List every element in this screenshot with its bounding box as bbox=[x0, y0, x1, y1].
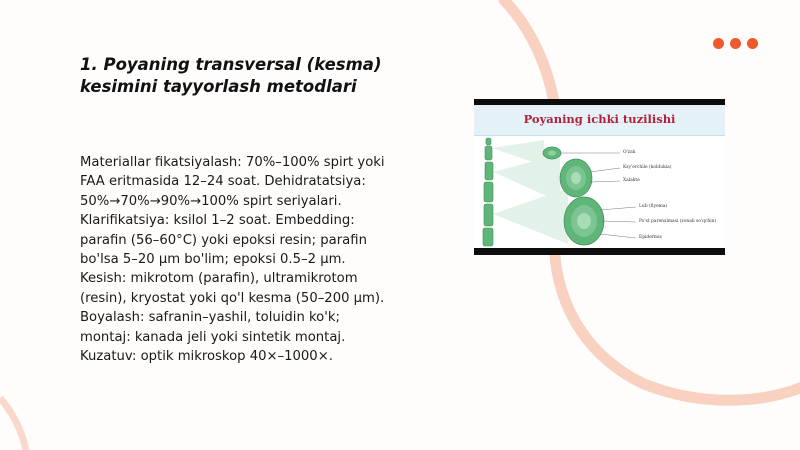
slide-title bbox=[80, 54, 410, 98]
stem-structure-figure bbox=[474, 99, 725, 255]
body-line-7: Kesish: mikrotom (parafin), ultramikrotom bbox=[80, 271, 358, 287]
dot-2 bbox=[730, 38, 741, 49]
body-line-3: 50%→70%→90%→100% spirt seriyalari. bbox=[80, 193, 342, 209]
slide-title-line-1: 1. Poyaning transversal (kesma) bbox=[80, 55, 382, 74]
figure-label-ozak: O'zak bbox=[623, 150, 636, 155]
figure-label-kollenxima: Ksy'erchile (koldukia) bbox=[623, 165, 672, 170]
figure-label-parenxima: Po'st parenximasi (zonali so'qchin) bbox=[639, 219, 717, 224]
body-line-6: bo'lsa 5–20 μm bo'lim; epoksi 0.5–2 μm. bbox=[80, 252, 346, 268]
figure-header bbox=[474, 105, 725, 136]
stem-column bbox=[483, 138, 493, 246]
figure-canvas bbox=[474, 105, 725, 248]
figure-title: Poyaning ichki tuzilishi bbox=[523, 112, 676, 126]
body-line-1: Materiallar fikatsiyalash: 70%–100% spirt yoki bbox=[80, 155, 385, 170]
cross-section-large bbox=[564, 197, 604, 245]
figure-label-xalakte: Xalakte bbox=[623, 178, 640, 183]
dot-3 bbox=[747, 38, 758, 49]
slide-title-line-2: kesimini tayyorlash metodlari bbox=[80, 77, 357, 96]
figure-label-epidermis: Epidermis bbox=[639, 235, 662, 240]
body-line-9: Boyalash: safranin–yashil, toluidin ko'k; bbox=[80, 310, 340, 326]
dot-1 bbox=[713, 38, 724, 49]
body-line-2: FAA eritmasida 12–24 soat. Dehidratatsiya: bbox=[80, 174, 366, 190]
figure-label-lub: Lub (fiyema) bbox=[639, 204, 668, 209]
slide-body bbox=[80, 153, 440, 366]
body-line-4: Klarifikatsiya: ksilol 1–2 soat. Embedding: bbox=[80, 213, 355, 229]
body-line-5: parafin (56–60°C) yoki epoksi resin; parafin bbox=[80, 232, 367, 248]
body-line-11: Kuzatuv: optik mikroskop 40×–1000×. bbox=[80, 349, 333, 365]
stem-illustration bbox=[474, 136, 725, 248]
body-line-10: montaj: kanada jeli yoki sintetik montaj. bbox=[80, 329, 346, 345]
cross-section-medium bbox=[560, 159, 592, 197]
decorative-dots bbox=[713, 38, 758, 50]
body-line-8: (resin), kryostat yoki qo'l kesma (50–200 μm). bbox=[80, 290, 385, 306]
cross-section-small bbox=[543, 147, 561, 159]
